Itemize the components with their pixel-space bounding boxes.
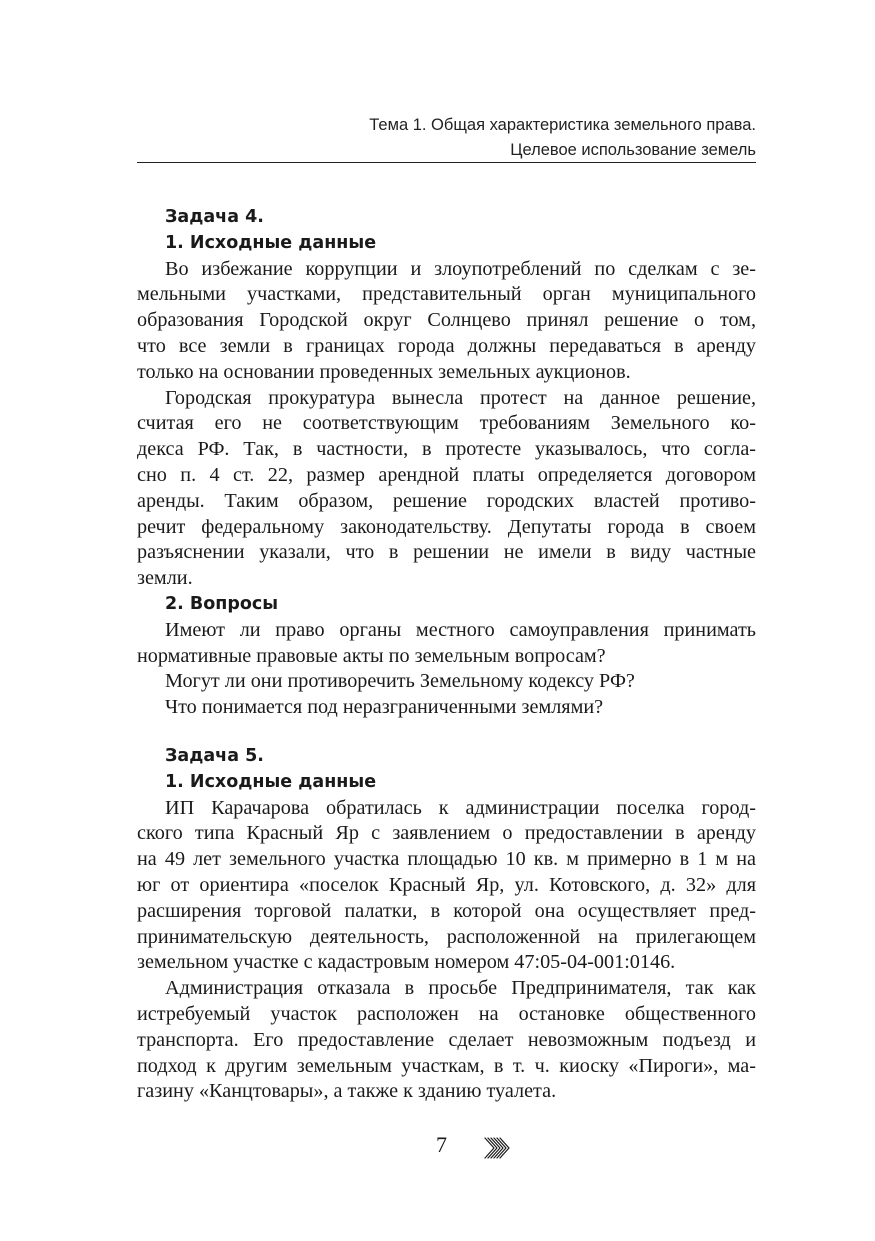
text-line: на 49 лет земельного участка площадью 10 кв. м примерно в 1 м на [137,848,756,871]
text-line: подход к другим земельным участкам, в т. ч. киоску «Пироги», ма- [137,1054,756,1077]
text-line: мельными участками, представительный орган муниципального [137,283,756,306]
text-line: юг от ориентира «поселок Красный Яр, ул. Котовского, д. 32» для [137,873,756,896]
header-divider [137,162,756,163]
text-line: земельном участке с кадастровым номером 47:05-04-001:0146. [137,951,676,974]
task-4-question-3: Что понимается под неразграниченными землями? [165,696,604,719]
running-header-line-2: Целевое использование земель [510,141,756,159]
task-4-paragraph-2 [137,386,756,592]
running-header-line-1: Тема 1. Общая характеристика земельного права. [369,116,756,134]
text-line: сно п. 4 ст. 22, размер арендной платы определяется договором [137,463,756,486]
text-line: аренды. Таким образом, решение городских властей противо- [137,489,756,512]
page-footer [0,1128,875,1168]
text-line: Во избежание коррупции и злоупотреблений по сделкам с зе- [165,257,756,280]
page-body [137,205,756,1105]
task-5 [137,744,756,1105]
page-number: 7 [436,1132,447,1157]
text-line: истребуемый участок расположен на остановке общественного [137,1002,756,1025]
text-line: декса РФ. Так, в частности, в протесте указывалось, что согла- [137,438,756,461]
running-header [137,113,756,163]
task-5-title: Задача 5. [165,745,264,766]
task-4 [137,205,756,721]
text-line: что все земли в границах города должны передаваться в аренду [137,334,756,357]
text-line: нормативные правовые акты по земельным вопросам? [137,644,606,667]
task-5-paragraph-2 [137,976,756,1105]
task-4-title: Задача 4. [165,207,264,227]
task-4-paragraph-1 [137,257,756,386]
double-chevron-right-icon [483,1135,513,1161]
text-line: Администрация отказала в просьбе Предпринимателя, так как [165,977,756,1000]
text-line: ского типа Красный Яр с заявлением о предоставлении в аренду [137,822,756,845]
text-line: земли. [137,567,193,590]
task-4-question-1 [137,618,756,670]
task-4-source-data-heading: 1. Исходные данные [165,232,377,253]
task-5-source-data-heading: 1. Исходные данные [165,771,377,792]
text-line: Имеют ли право органы местного самоуправления принимать [165,618,756,641]
text-line: принимательскую деятельность, расположенной на прилегающем [137,925,756,948]
text-line: ИП Карачарова обратилась к администрации поселка город- [165,796,756,819]
text-line: газину «Канцтовары», а также к зданию туалета. [137,1080,557,1103]
text-line: считая его не соответствующим требованиям Земельного ко- [137,412,756,435]
text-line: речит федеральному законодательству. Депутаты города в своем [137,515,756,538]
task-5-paragraph-1 [137,796,756,977]
text-line: расширения торговой палатки, в которой она осуществляет пред- [137,899,756,922]
task-4-questions-heading: 2. Вопросы [165,593,279,614]
task-4-question-2: Могут ли они противоречить Земельному кодексу РФ? [165,670,635,693]
text-line: только на основании проведенных земельных аукционов. [137,360,631,383]
text-line: Городская прокуратура вынесла протест на данное решение, [165,386,756,409]
text-line: транспорта. Его предоставление сделает невозможным подъезд и [137,1028,756,1051]
text-line: разъяснении указали, что в решении не имели в виду частные [137,541,756,564]
text-line: образования Городской округ Солнцево принял решение о том, [137,309,756,332]
